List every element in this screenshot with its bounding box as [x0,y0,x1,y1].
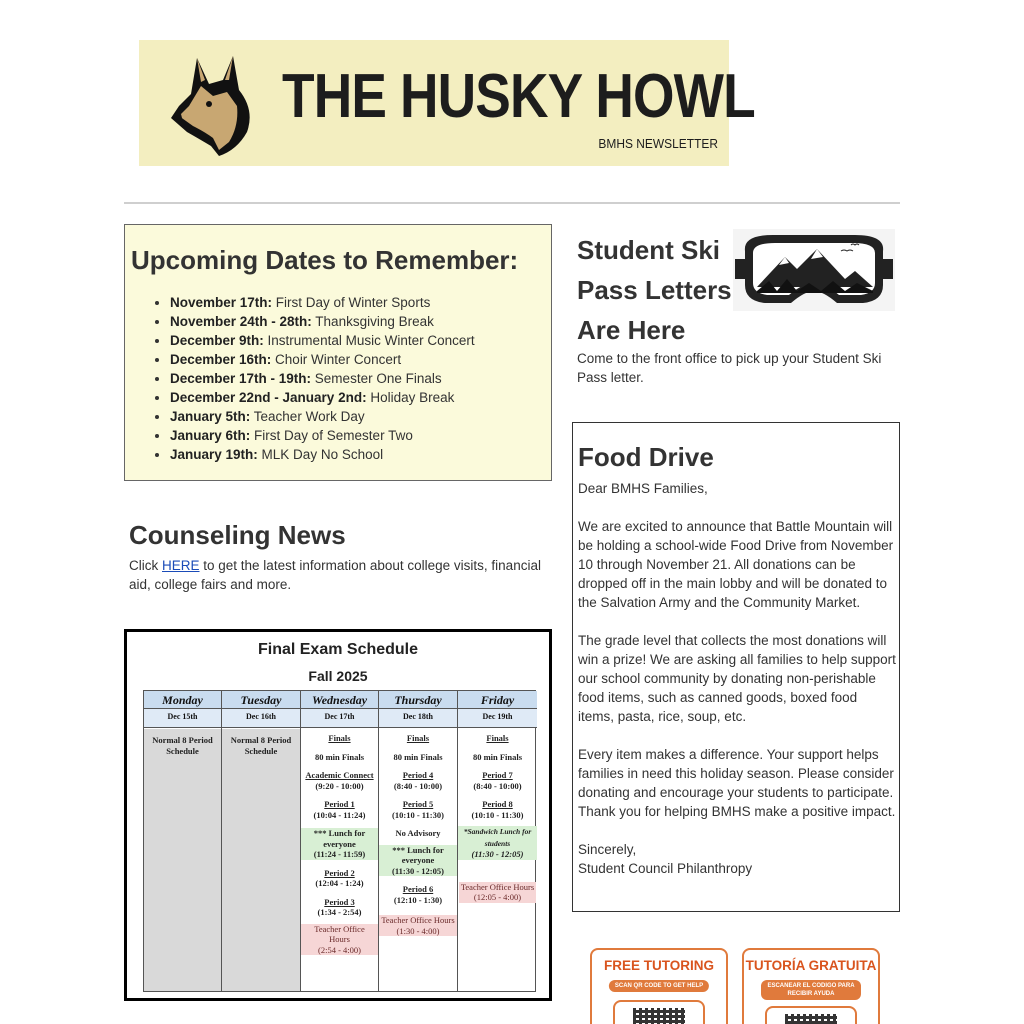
day-header: Friday [458,691,537,709]
qr-code-icon [765,1006,857,1024]
flyer-instructions: SCAN QR CODE TO GET HELP [609,980,709,992]
list-item: • November 24th - 28th: Thanksgiving Break [170,312,475,331]
food-signoff: Sincerely, Student Council Philanthropy [578,842,753,876]
ski-goggles-icon [733,229,895,311]
period-label: Period 1 [324,799,355,809]
qr-code-icon [613,1000,705,1024]
exam-term: Fall 2025 [308,668,368,684]
office-hours-highlight: Teacher Office Hours (12:05 - 4:00) [460,881,535,902]
column-wednesday: Wednesday Dec 17th Finals 80 min Finals Academic Connect (9:20 - 10:00) Period 1 (10:04 - 11:24) *** Lunch for everyone (11:24 - 11:59) Period 2 (12:04 - 1:24) Period 3 (1:34 - 2:54) Teacher Office Hours (2:54 - 4:00) [301,691,379,991]
lunch-highlight: *** Lunch for everyone (11:24 - 11:59) [301,828,378,860]
flyer-title: FREE TUTORING [603,958,714,973]
exam-grid [143,690,536,992]
finals-label: Finals [406,733,430,743]
final-exam-schedule [124,629,552,1001]
period-label: Period 2 [324,867,355,878]
day-header: Tuesday [222,691,300,709]
counseling-title: Counseling News [129,520,346,550]
period-label: Period 5 [402,799,434,809]
finals-duration: 80 min Finals [472,751,523,762]
list-item: • December 16th: Choir Winter Concert [170,350,475,369]
header-divider [124,202,900,204]
list-item: • December 17th - 19th: Semester One Finals [170,369,475,388]
monday-schedule: Normal 8 Period Schedule [152,735,213,756]
column-monday [144,691,222,991]
food-greeting: Dear BMHS Families, [578,481,708,496]
lunch-highlight: *** Lunch for everyone (11:30 - 12:05) [379,845,457,877]
period-label: Period 8 [482,799,513,809]
period-label: Period 6 [402,884,434,894]
list-item: • January 19th: MLK Day No School [170,445,475,464]
tuesday-schedule: Normal 8 Period Schedule [230,735,292,756]
day-date: Dec 19th [458,709,537,728]
husky-icon [167,50,259,158]
day-date: Dec 18th [379,709,457,728]
counseling-text: Click HERE to get the latest information about college visits, financial aid, college fairs and more. [129,558,541,592]
exam-title: Final Exam Schedule [257,641,419,658]
newsletter-banner [139,40,755,166]
list-item: • January 6th: First Day of Semester Two [170,426,475,445]
food-paragraph: Every item makes a difference. Your support helps families in need this holiday season. Please consider donating and encourage your students to participate. Thank you for helping BMHS make a positive impact. [578,747,896,819]
ski-pass-text: Come to the front office to pick up your Student Ski Pass letter. [577,351,882,385]
finals-label: Finals [328,733,351,743]
flyer-title: TUTORÍA GRATUITA [745,958,877,973]
column-tuesday [222,691,301,991]
day-header: Thursday [379,691,457,709]
finals-duration: 80 min Finals [393,751,443,762]
academic-connect: Academic Connect [305,770,374,780]
column-thursday: Thursday Dec 18th Finals 80 min Finals Period 4 (8:40 - 10:00) Period 5 (10:10 - 11:30) No Advisory *** Lunch for everyone (11:30 - 12:05) Period 6 (12:10 - 1:30) Teacher Office Hours (1:30 - 4:00) [379,691,458,991]
list-item: • January 5th: Teacher Work Day [170,407,475,426]
day-date: Dec 15th [144,709,221,728]
food-drive-title: Food Drive [578,442,714,472]
no-advisory: No Advisory [395,828,441,838]
finals-label: Finals [486,733,509,743]
finals-duration: 80 min Finals [314,751,365,762]
tutoria-gratuita-flyer[interactable] [742,948,880,1024]
column-friday: Friday Dec 19th Finals 80 min Finals Period 7 (8:40 - 10:00) Period 8 (10:10 - 11:30) *Sandwich Lunch for students (11:30 - 12:05) Teacher Office Hours (12:05 - 4:00) [458,691,537,991]
period-label: Period 7 [482,770,513,780]
flyer-instructions: ESCANEAR EL CODIGO PARA RECIBIR AYUDA [761,980,861,1000]
list-item: • November 17th: First Day of Winter Sports [170,293,475,312]
food-drive-box [572,422,900,912]
food-drive-body [578,479,896,878]
lunch-highlight: *Sandwich Lunch for students (11:30 - 12:05) [458,826,537,860]
ski-pass-title: Student Ski Pass Letters Are Here [577,235,732,345]
day-header: Monday [144,691,221,709]
newsletter-title: THE HUSKY HOWL [282,62,755,131]
dates-list [170,293,475,464]
dates-title: Upcoming Dates to Remember: [131,245,519,275]
office-hours-highlight: Teacher Office Hours (1:30 - 4:00) [381,915,455,936]
upcoming-dates-box [124,224,552,481]
period-label: Period 3 [324,896,355,907]
counseling-here-link[interactable]: HERE [162,558,200,573]
list-item: • December 22nd - January 2nd: Holiday Break [170,388,475,407]
free-tutoring-flyer[interactable] [590,948,728,1024]
day-date: Dec 16th [222,709,300,728]
period-label: Period 4 [402,770,434,780]
newsletter-subtitle: BMHS NEWSLETTER [598,136,718,151]
office-hours-highlight: Teacher Office Hours (2:54 - 4:00) [301,924,378,956]
food-paragraph: We are excited to announce that Battle Mountain will be holding a school-wide Food Drive from November 10 through November 21. All donations can be dropped off in the main lobby and will be donated to the Salvation Army and the Community Market. [578,519,894,610]
list-item: • December 9th: Instrumental Music Winter Concert [170,331,475,350]
food-paragraph: The grade level that collects the most donations will win a prize! We are asking all families to help support our school community by donating non-perishable food items, such as canned goods, boxed food items, pasta, rice, soup, etc. [578,633,896,724]
day-date: Dec 17th [301,709,378,728]
day-header: Wednesday [301,691,378,709]
